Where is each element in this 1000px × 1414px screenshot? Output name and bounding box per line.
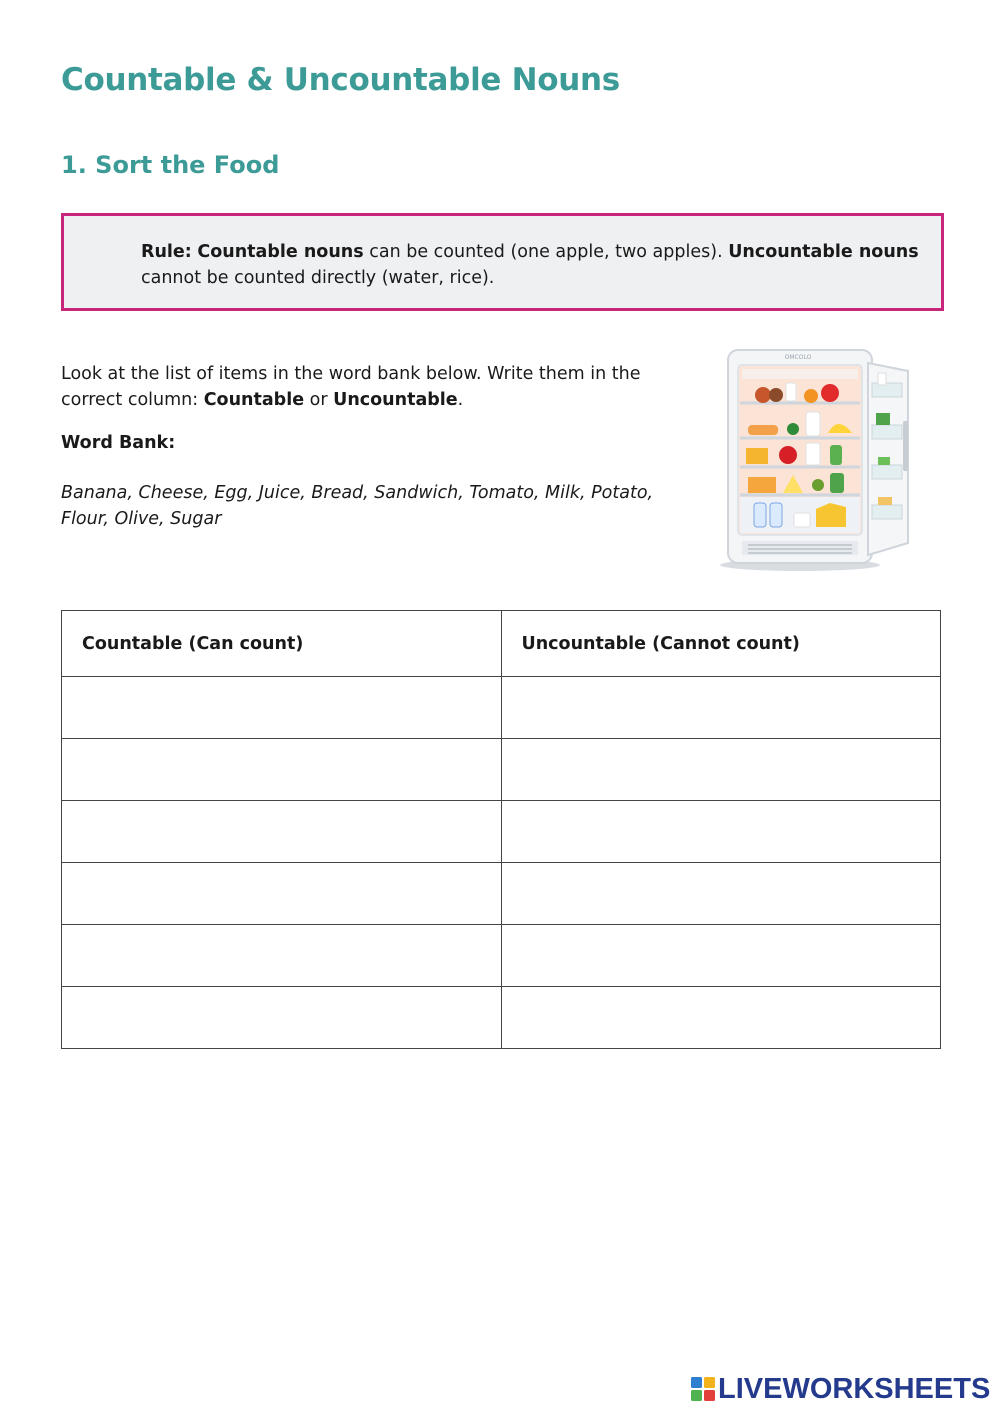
rule-countable-term: Countable nouns xyxy=(197,242,364,262)
word-bank-label: Word Bank: xyxy=(61,433,176,453)
table-row xyxy=(62,801,941,863)
liveworksheets-wordmark: LIVEWORKSHEETS xyxy=(718,1372,991,1405)
rule-text xyxy=(141,239,931,291)
uncountable-answer-cell[interactable] xyxy=(501,863,941,925)
sorting-table xyxy=(61,610,941,1049)
countable-answer-cell[interactable] xyxy=(62,739,502,801)
fridge-brand-text: OMCOLO xyxy=(784,354,812,361)
rule-label: Rule: xyxy=(141,242,192,262)
uncountable-column-header: Uncountable (Cannot count) xyxy=(501,611,941,677)
liveworksheets-logo-icon xyxy=(691,1377,715,1401)
instructions-countable: Countable xyxy=(203,390,305,410)
instructions-or: or xyxy=(304,390,334,410)
table-header-row xyxy=(62,611,941,677)
section-title: 1. Sort the Food xyxy=(61,151,280,179)
liveworksheets-logo xyxy=(691,1374,990,1404)
countable-answer-cell[interactable] xyxy=(62,801,502,863)
word-bank-items: Banana, Cheese, Egg, Juice, Bread, Sandwich, Tomato, Milk, Potato, Flour, Olive, Sugar xyxy=(61,483,654,529)
countable-answer-cell[interactable] xyxy=(62,925,502,987)
instructions-period: . xyxy=(457,390,464,410)
rule-box xyxy=(61,213,944,311)
instructions xyxy=(61,361,691,413)
rule-uncountable-term: Uncountable nouns xyxy=(728,242,919,262)
fridge-illustration xyxy=(718,345,918,575)
uncountable-answer-cell[interactable] xyxy=(501,739,941,801)
table-row xyxy=(62,987,941,1049)
rule-countable-text: can be counted (one apple, two apples). xyxy=(363,242,729,262)
countable-column-header: Countable (Can count) xyxy=(62,611,502,677)
table-row xyxy=(62,677,941,739)
rule-uncountable-text: cannot be counted directly (water, rice). xyxy=(141,268,495,288)
table-row xyxy=(62,925,941,987)
uncountable-answer-cell[interactable] xyxy=(501,987,941,1049)
instructions-text: Look at the list of items in the word bank below. Write them in the correct column: xyxy=(61,364,641,410)
uncountable-answer-cell[interactable] xyxy=(501,677,941,739)
table-row xyxy=(62,739,941,801)
instructions-uncountable: Uncountable xyxy=(333,390,458,410)
worksheet-title: Countable & Uncountable Nouns xyxy=(61,62,620,98)
countable-answer-cell[interactable] xyxy=(62,863,502,925)
countable-answer-cell[interactable] xyxy=(62,677,502,739)
countable-answer-cell[interactable] xyxy=(62,987,502,1049)
uncountable-answer-cell[interactable] xyxy=(501,925,941,987)
table-row xyxy=(62,863,941,925)
uncountable-answer-cell[interactable] xyxy=(501,801,941,863)
